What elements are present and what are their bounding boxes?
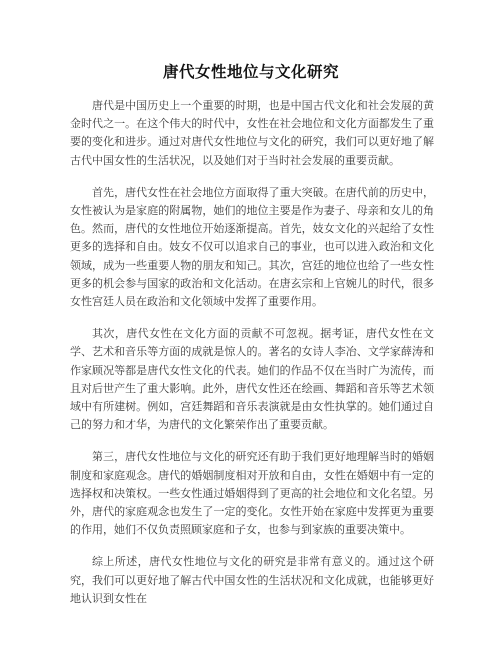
paragraph-marriage-family: 第三，唐代女性地位与文化的研究还有助于我们更好地理解当时的婚姻制度和家庭观念。唐代的婚姻制度相对开放和自由，女性在婚姻中有一定的选择权和决策权。一些女性通过婚姻得到了更高的社会地位和文化名望。另外，唐代的家庭观念也发生了一定的变化。女性开始在家庭中发挥更为重要的作用，她们不仅负责照顾家庭和子女，也参与到家族的重要决策中。 xyxy=(70,450,434,537)
paragraph-intro: 唐代是中国历史上一个重要的时期，也是中国古代文化和社会发展的黄金时代之一。在这个伟大的时代中，女性在社会地位和文化方面都发生了重要的变化和进步。通过对唐代女性地位与文化的研究，我们可以更好地了解古代中国女性的生活状况，以及她们对于当时社会发展的重要贡献。 xyxy=(70,99,434,167)
paragraph-social-status: 首先，唐代女性在社会地位方面取得了重大突破。在唐代前的历史中，女性被认为是家庭的附属物，她们的地位主要是作为妻子、母亲和女儿的角色。然而，唐代的女性地位开始逐渐提高。首先，妓女文化的兴起给了女性更多的选择和自由。妓女不仅可以追求自己的事业，也可以进入政治和文化领域，成为一些重要人物的朋友和知己。其次，宫廷的地位也给了一些女性更多的机会参与国家的政治和文化活动。在唐玄宗和上官婉儿的时代，很多女性宫廷人员在政治和文化领域中发挥了重要作用。 xyxy=(70,185,434,309)
document-title: 唐代女性地位与文化研究 xyxy=(162,63,339,81)
paragraph-conclusion: 综上所述，唐代女性地位与文化的研究是非常有意义的。通过这个研究，我们可以更好地了解古代中国女性的生活状况和文化成就，也能够更好地认识到女性在 xyxy=(70,555,434,605)
document-body xyxy=(70,97,434,622)
paragraph-cultural-contribution: 其次，唐代女性在文化方面的贡献不可忽视。据考证，唐代女性在文学、艺术和音乐等方面的成就是惊人的。著名的女诗人李冶、文学家薛涛和作家顾况等都是唐代女性文化的代表。她们的作品不仅在当时广为流传，而且对后世产生了重大影响。此外，唐代女性还在绘画、舞蹈和音乐等艺术领域中有所建树。例如，宫廷舞蹈和音乐表演就是由女性执掌的。她们通过自己的努力和才华，为唐代的文化繁荣作出了重要贡献。 xyxy=(70,327,434,432)
